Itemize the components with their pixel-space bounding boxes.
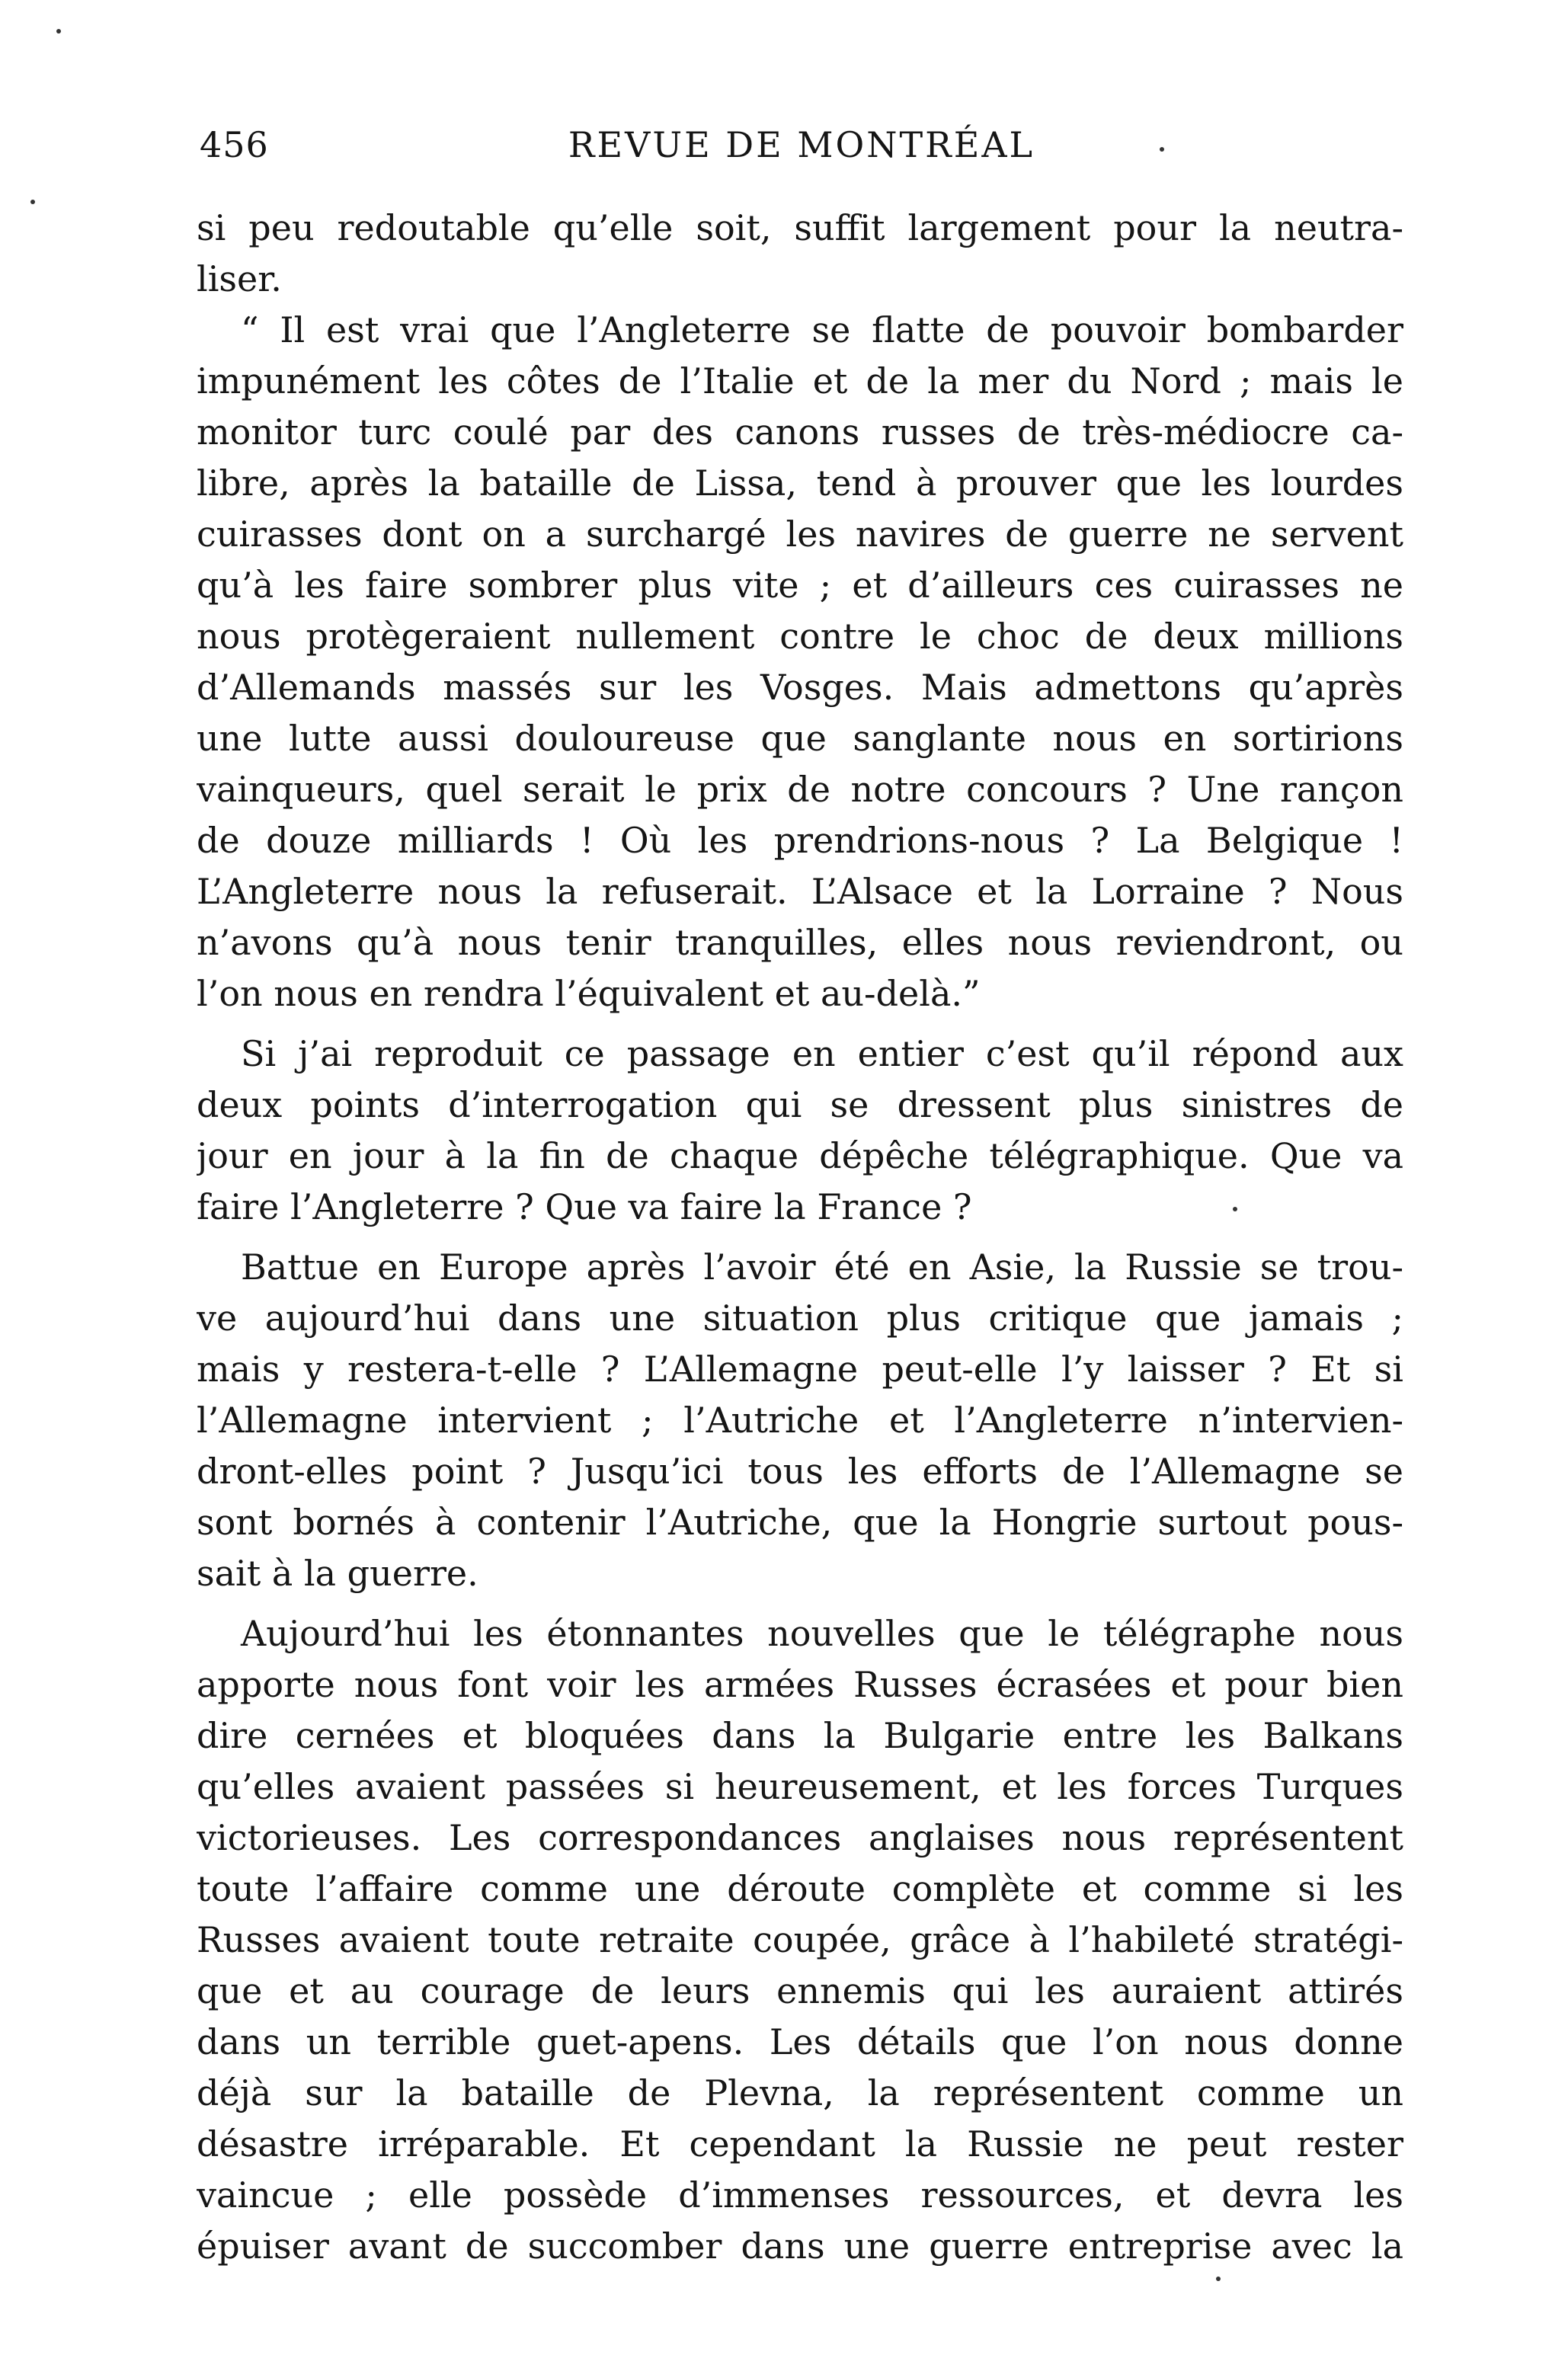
text-line: vaincue ; elle possède d’immenses ressources, et devra les (197, 2174, 1403, 2216)
text-line: liser. (197, 258, 282, 299)
paragraph (197, 305, 1403, 1019)
text-line: dront-elles point ? Jusqu’ici tous les efforts de l’Allemagne se (197, 1451, 1403, 1492)
page-header (200, 114, 1403, 175)
text-line: Russes avaient toute retraite coupée, grâce à l’habileté stratégi- (197, 1919, 1403, 1960)
scan-speck (1160, 147, 1164, 152)
text-line: d’Allemands massés sur les Vosges. Mais admettons qu’après (197, 667, 1403, 708)
text-line: Aujourd’hui les étonnantes nouvelles que le télégraphe nous (241, 1613, 1403, 1654)
text-line: dire cernées et bloquées dans la Bulgarie entre les Balkans (197, 1715, 1403, 1756)
text-line: que et au courage de leurs ennemis qui les auraient attirés (197, 1970, 1403, 2011)
text-line: “ Il est vrai que l’Angleterre se flatte de pouvoir bombarder (241, 309, 1403, 350)
text-line: sait à la guerre. (197, 1553, 478, 1594)
text-line: jour en jour à la fin de chaque dépêche télégraphique. Que va (197, 1135, 1403, 1176)
text-line: Si j’ai reproduit ce passage en entier c’est qu’il répond aux (241, 1033, 1403, 1074)
text-line: cuirasses dont on a surchargé les navires de guerre ne servent (197, 514, 1403, 555)
page-number: 456 (200, 124, 269, 165)
text-line: de douze milliards ! Où les prendrions-nous ? La Belgique ! (197, 820, 1403, 861)
text-line: libre, après la bataille de Lissa, tend à prouver que les lourdes (197, 462, 1403, 504)
text-line: dans un terrible guet-apens. Les détails que l’on nous donne (197, 2021, 1403, 2062)
text-line: n’avons qu’à nous tenir tranquilles, elles nous reviendront, ou (197, 922, 1403, 963)
text-line: nous protègeraient nullement contre le choc de deux millions (197, 616, 1403, 657)
text-line: apporte nous font voir les armées Russes écrasées et pour bien (197, 1664, 1403, 1705)
text-line: désastre irréparable. Et cependant la Russie ne peut rester (197, 2123, 1403, 2165)
text-line: vainqueurs, quel serait le prix de notre concours ? Une rançon (197, 769, 1403, 810)
text-line: L’Angleterre nous la refuserait. L’Alsace et la Lorraine ? Nous (197, 871, 1403, 912)
text-line: qu’elles avaient passées si heureusement, et les forces Turques (197, 1766, 1403, 1807)
scan-speck (1216, 2277, 1221, 2281)
running-title: REVUE DE MONTRÉAL (568, 124, 1035, 165)
text-line: ve aujourd’hui dans une situation plus critique que jamais ; (197, 1297, 1403, 1339)
text-line: Battue en Europe après l’avoir été en Asie, la Russie se trou- (241, 1246, 1403, 1288)
body-text (197, 203, 1403, 2272)
text-line: mais y restera-t-elle ? L’Allemagne peut-elle l’y laisser ? Et si (197, 1349, 1403, 1390)
paragraph (197, 1029, 1403, 1233)
text-line: faire l’Angleterre ? Que va faire la France ? (197, 1186, 972, 1227)
text-line: monitor turc coulé par des canons russes de très-médiocre ca- (197, 411, 1403, 453)
text-line: qu’à les faire sombrer plus vite ; et d’ailleurs ces cuirasses ne (197, 565, 1403, 606)
text-line: l’on nous en rendra l’équivalent et au-delà.” (197, 973, 981, 1014)
scan-speck (56, 29, 61, 34)
text-line: toute l’affaire comme une déroute complète et comme si les (197, 1868, 1403, 1909)
text-line: épuiser avant de succomber dans une guerre entreprise avec la (197, 2225, 1403, 2267)
paragraph (197, 203, 1403, 305)
paragraph (197, 1242, 1403, 1599)
text-line: l’Allemagne intervient ; l’Autriche et l’Angleterre n’intervien- (197, 1400, 1403, 1441)
scan-speck (30, 200, 35, 204)
text-line: si peu redoutable qu’elle soit, suffit largement pour la neutra- (197, 207, 1403, 248)
text-line: deux points d’interrogation qui se dressent plus sinistres de (197, 1084, 1403, 1125)
text-line: sont bornés à contenir l’Autriche, que la Hongrie surtout pous- (197, 1502, 1403, 1543)
text-line: déjà sur la bataille de Plevna, la représentent comme un (197, 2072, 1403, 2113)
text-line: victorieuses. Les correspondances anglaises nous représentent (197, 1817, 1403, 1858)
text-line: impunément les côtes de l’Italie et de la mer du Nord ; mais le (197, 360, 1403, 402)
paragraph (197, 1608, 1403, 2272)
text-line: une lutte aussi douloureuse que sanglante nous en sortirions (197, 718, 1403, 759)
scan-speck (1233, 1207, 1237, 1211)
